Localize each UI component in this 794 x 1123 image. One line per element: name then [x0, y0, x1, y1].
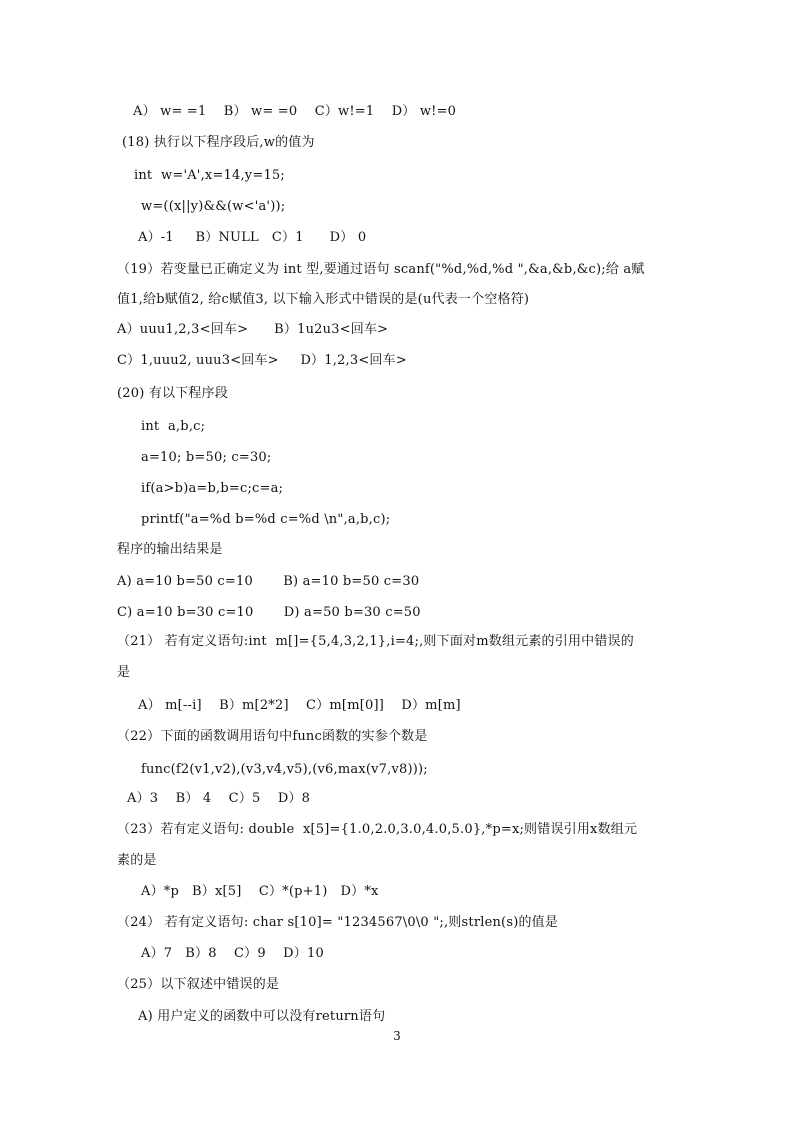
q20-options-1: A) a=10 b=50 c=10 B) a=10 b=50 c=30 — [117, 574, 420, 589]
q20-code-line-1: int a,b,c; — [141, 419, 206, 434]
page-number: 3 — [393, 1029, 401, 1043]
q20-code-line-2: a=10; b=50; c=30; — [141, 450, 272, 465]
q22-question: （22）下面的函数调用语句中func函数的实参个数是 — [117, 729, 428, 744]
q21-question: （21） 若有定义语句:int m[]={5,4,3,2,1},i=4;,则下面对m数组元素的引用中错误的 — [117, 634, 634, 649]
q19-question-cont: 值1,给b赋值2, 给c赋值3, 以下输入形式中错误的是(u代表一个空格符) — [117, 292, 530, 307]
q20-code-line-4: printf("a=%d b=%d c=%d \n",a,b,c); — [141, 512, 391, 527]
q18-code-line-1: int w='A',x=14,y=15; — [134, 168, 285, 183]
q20-options-2: C) a=10 b=30 c=10 D) a=50 b=30 c=50 — [117, 605, 421, 620]
q25-question: （25）以下叙述中错误的是 — [117, 977, 280, 992]
q17-options: A） w= =1 B） w= =0 C）w!=1 D） w!=0 — [133, 104, 457, 119]
q22-code-line: func(f2(v1,v2),(v3,v4,v5),(v6,max(v7,v8))); — [141, 762, 428, 777]
q21-question-cont: 是 — [117, 665, 131, 680]
q23-question: （23）若有定义语句: double x[5]={1.0,2.0,3.0,4.0,5.0},*p=x;则错误引用x数组元 — [117, 822, 638, 837]
q20-code-line-3: if(a>b)a=b,b=c;c=a; — [141, 481, 284, 496]
q20-question: (20) 有以下程序段 — [117, 386, 229, 401]
q18-question: (18) 执行以下程序段后,w的值为 — [122, 135, 315, 150]
q24-options: A）7 B）8 C）9 D）10 — [141, 946, 324, 961]
q19-options-1: A）uuu1,2,3<回车> B）1u2u3<回车> — [117, 322, 389, 337]
q23-options: A）*p B）x[5] C）*(p+1) D）*x — [141, 884, 379, 899]
q25-option-a: A) 用户定义的函数中可以没有return语句 — [138, 1009, 386, 1024]
q20-prompt: 程序的输出结果是 — [117, 542, 223, 557]
q19-question: （19）若变量已正确定义为 int 型,要通过语句 scanf("%d,%d,%d ",&a,&b,&c);给 a赋 — [117, 262, 645, 277]
q23-question-cont: 素的是 — [117, 853, 157, 868]
q18-code-line-2: w=((x||y)&&(w<'a')); — [141, 199, 286, 214]
q22-options: A）3 B） 4 C）5 D）8 — [127, 791, 311, 806]
q18-options: A）-1 B）NULL C）1 D） 0 — [138, 230, 367, 245]
q21-options: A） m[--i] B）m[2*2] C）m[m[0]] D）m[m] — [138, 698, 461, 713]
q24-question: （24） 若有定义语句: char s[10]= "1234567\0\0 ";,则strlen(s)的值是 — [117, 915, 559, 930]
q19-options-2: C）1,uuu2, uuu3<回车> D）1,2,3<回车> — [117, 353, 407, 368]
